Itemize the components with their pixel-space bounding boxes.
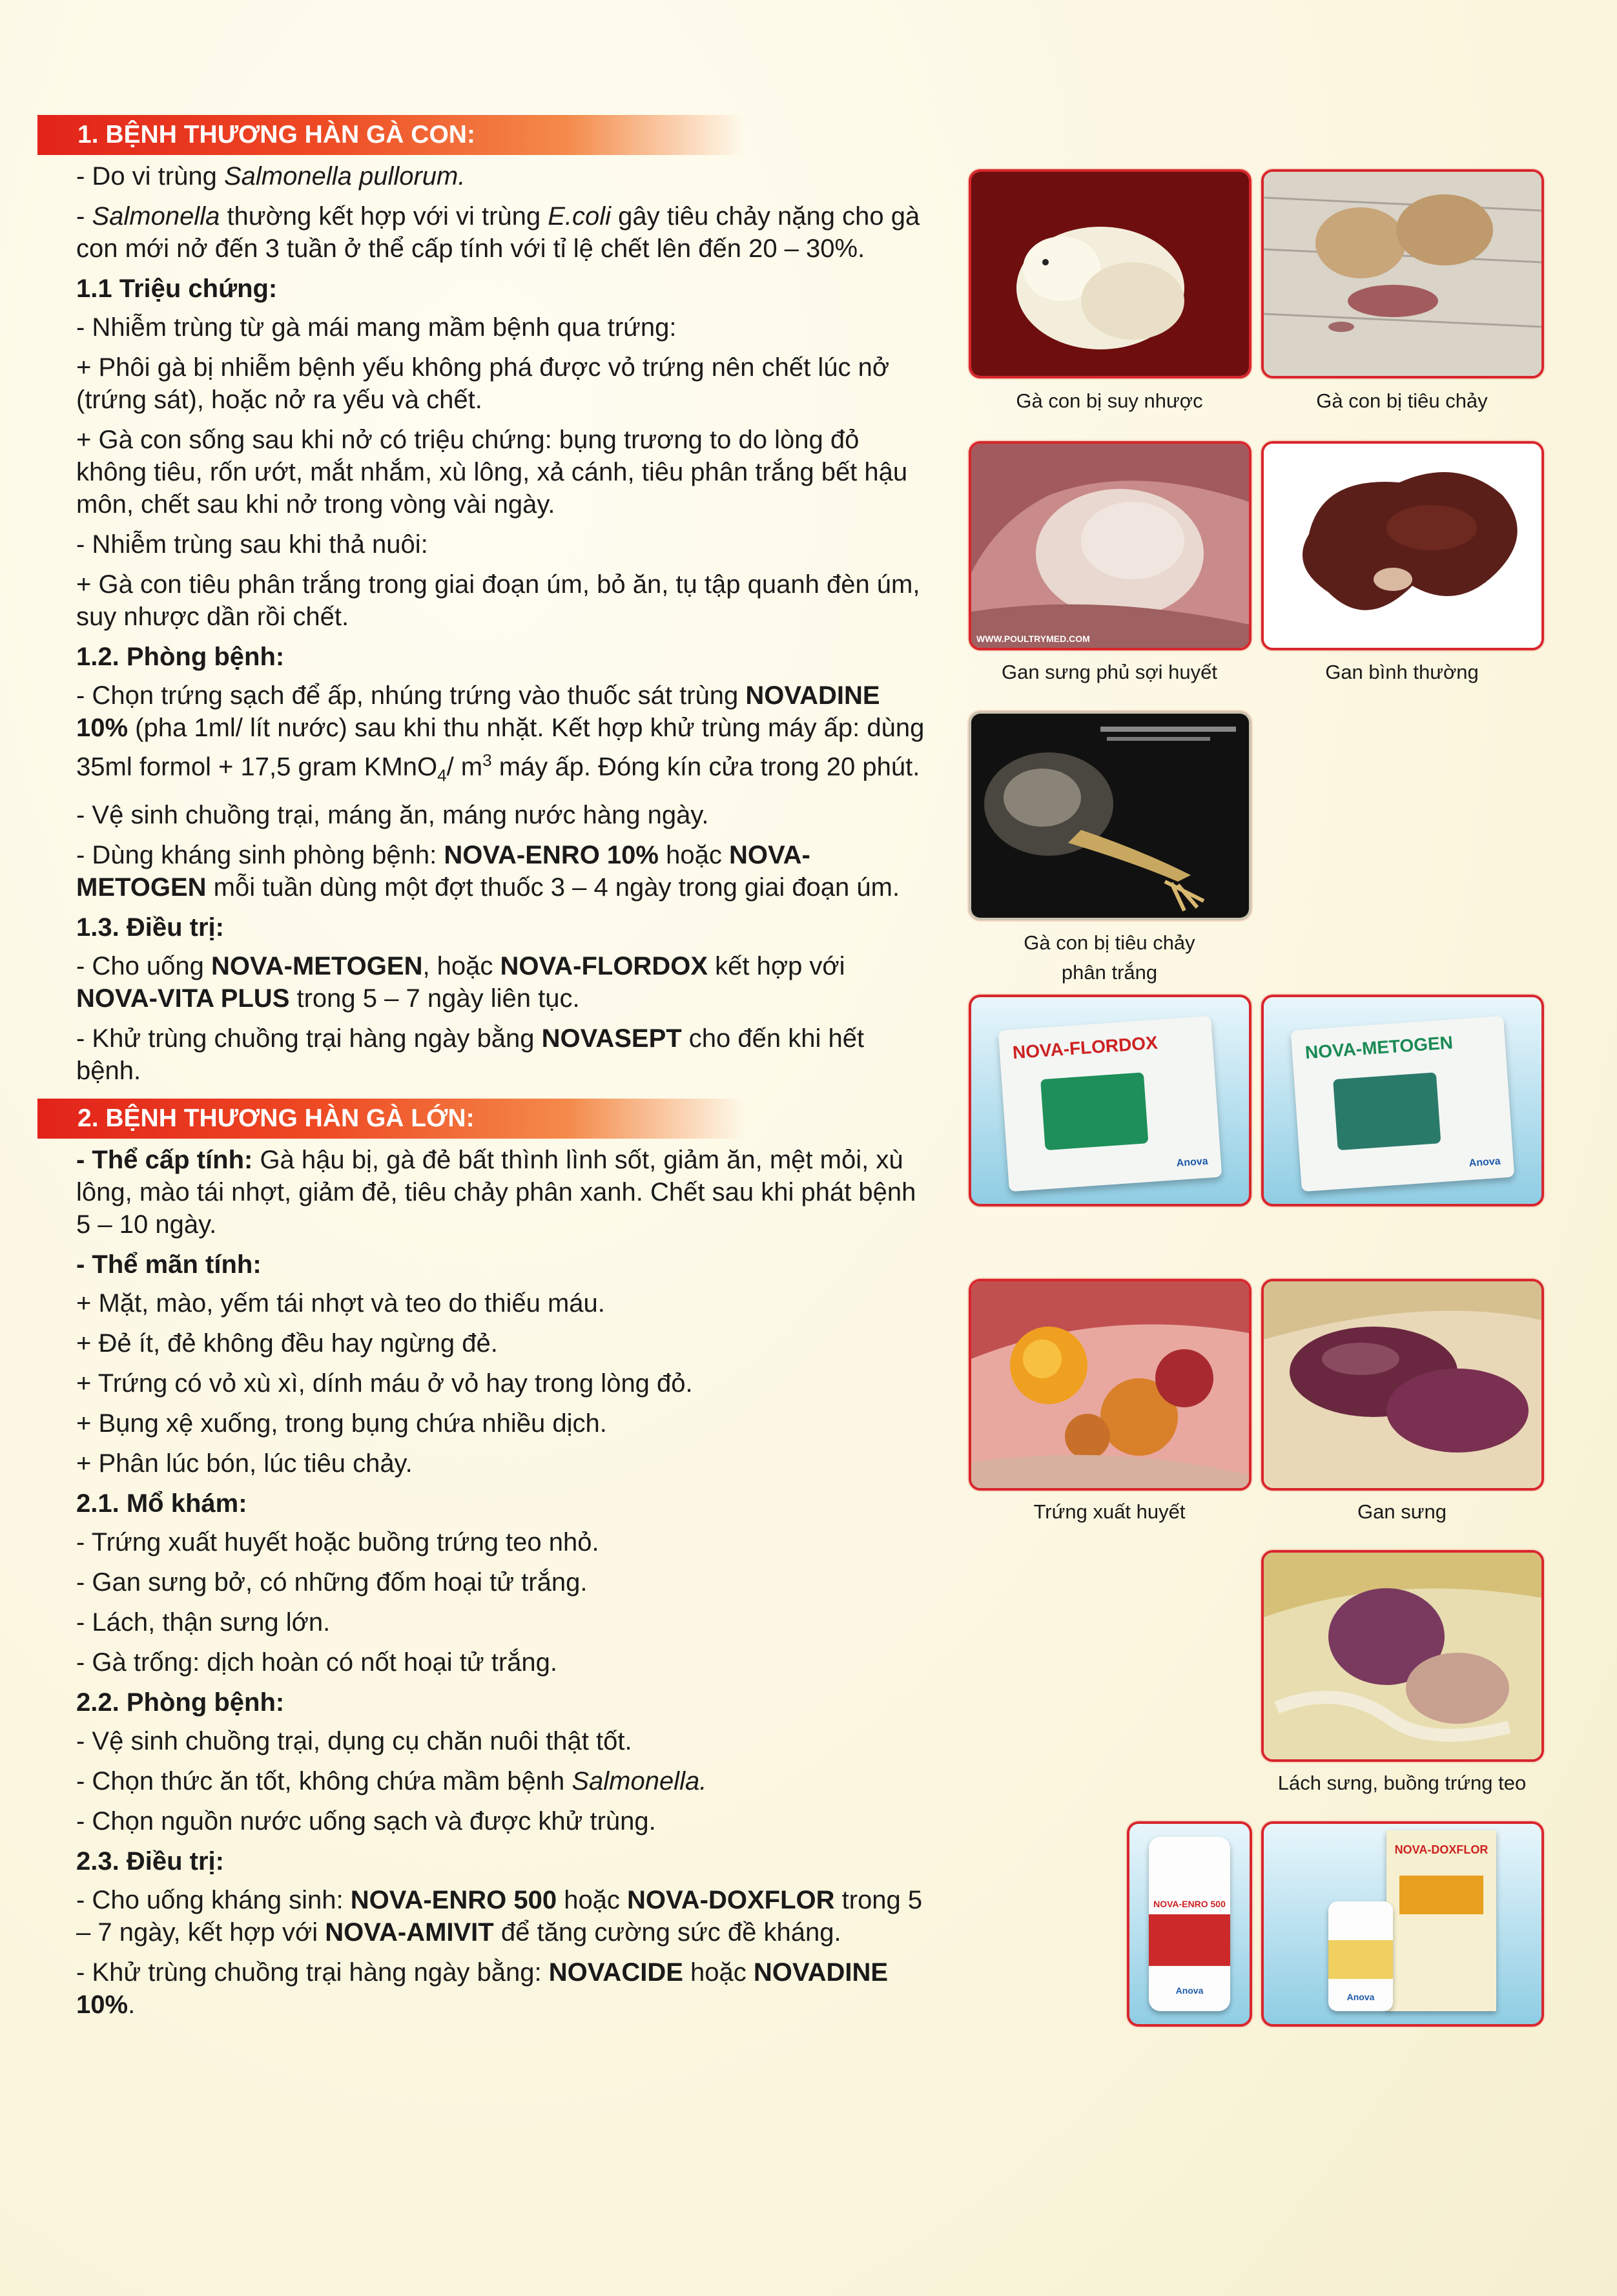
caption: Gà con bị suy nhược [1016, 389, 1203, 412]
caption: Lách sưng, buồng trứng teo [1277, 1772, 1527, 1794]
photo-weak-chick [969, 169, 1251, 378]
subheading-2-1: 2.1. Mổ khám: [76, 1489, 247, 1518]
paragraph: + Bụng xệ xuống, trong bụng chứa nhiều dịch. [76, 1409, 607, 1438]
photo-liver-fibrin [969, 441, 1251, 650]
product-box [1386, 1830, 1496, 2011]
product-label: NOVA-FLORDOX [1012, 1032, 1159, 1063]
caption: Gan sưng [1357, 1500, 1447, 1523]
box-panel [1399, 1876, 1483, 1914]
paragraph: - Khử trùng chuồng trại hàng ngày bằng: NOVACIDE hoặc NOVADINE 10%. [76, 1958, 889, 2020]
product-photo-metogen [1261, 995, 1544, 1206]
paragraph: - Gà trống: dịch hoàn có nốt hoại tử trắng. [76, 1648, 557, 1677]
caption: Trứng xuất huyết [1033, 1500, 1186, 1523]
product-package [998, 1016, 1222, 1192]
photo-swollen-spleen [1261, 1550, 1544, 1762]
watermark-text: WWW.POULTRYMED.COM [976, 634, 1090, 644]
paragraph: - Vệ sinh chuồng trại, dụng cụ chăn nuôi thật tốt. [76, 1727, 632, 1756]
product-photo-flordox [969, 995, 1251, 1206]
caption: Gan bình thường [1325, 661, 1479, 683]
package-panel [1040, 1072, 1148, 1150]
subheading-1-2: 1.2. Phòng bệnh: [76, 643, 285, 671]
paragraph: - Nhiễm trùng từ gà mái mang mầm bệnh qua trứng: [76, 313, 677, 342]
paragraph: + Gà con sống sau khi nở có triệu chứng: bụng trương to do lòng đỏ không tiêu, rốn ướt, mắt nhắm, xù lông, xả cánh, tiêu phân trắng bết hậu môn, chết sau khi nở trong vòng vài ngày. [76, 426, 908, 519]
paragraph: - Cho uống NOVA-METOGEN, hoặc NOVA-FLORDOX kết hợp với NOVA-VITA PLUS trong 5 – 7 ngày liên tục. [76, 952, 845, 1013]
paragraph: + Gà con tiêu phân trắng trong giai đoạn úm, bỏ ăn, tụ tập quanh đèn úm, suy nhược dần rồi chết. [76, 570, 920, 631]
caption: Gan sưng phủ sợi huyết [1001, 661, 1218, 683]
paragraph: - Vệ sinh chuồng trại, máng ăn, máng nước hàng ngày. [76, 801, 709, 830]
brand-label: Anova [1346, 1992, 1375, 2002]
product-label: NOVA-DOXFLOR [1394, 1843, 1488, 1856]
product-package [1291, 1016, 1515, 1192]
brand-label: Anova [1175, 1985, 1204, 1996]
caption: Gà con bị tiêu chảy phân trắng [1024, 931, 1195, 984]
paragraph: + Mặt, mào, yếm tái nhợt và teo do thiếu máu. [76, 1289, 605, 1318]
subheading-1-1: 1.1 Triệu chứng: [76, 274, 278, 303]
section-2-header: 2. BỆNH THƯƠNG HÀN GÀ LỚN: [37, 1099, 744, 1139]
paragraph: + Trứng có vỏ xù xì, dính máu ở vỏ hay trong lòng đỏ. [76, 1369, 693, 1398]
subheading-2-2: 2.2. Phòng bệnh: [76, 1688, 285, 1717]
product-label: NOVA-ENRO 500 [1153, 1899, 1226, 1909]
paragraph: + Phân lúc bón, lúc tiêu chảy. [76, 1449, 413, 1478]
brand-label: Anova [1176, 1155, 1209, 1170]
product-photo-doxflor [1261, 1821, 1544, 2027]
paragraph: - Salmonella thường kết hợp với vi trùng E.coli gây tiêu chảy nặng cho gà con mới nở đến 3 tuần ở thể cấp tính với tỉ lệ chết lên đến 20 – 30%. [76, 202, 920, 263]
paragraph: - Chọn nguồn nước uống sạch và được khử trùng. [76, 1807, 656, 1836]
photo-white-diarrhea-chick [969, 711, 1251, 920]
paragraph: - Dùng kháng sinh phòng bệnh: NOVA-ENRO 10% hoặc NOVA-METOGEN mỗi tuần dùng một đợt thuốc 3 – 4 ngày trong giai đoạn úm. [76, 841, 900, 902]
subheading-1-3: 1.3. Điều trị: [76, 913, 224, 942]
photo-swollen-liver [1261, 1279, 1544, 1491]
product-label: NOVA-METOGEN [1304, 1032, 1454, 1063]
paragraph: - Gan sưng bở, có những đốm hoại tử trắng. [76, 1568, 588, 1597]
product-photo-enro500 [1127, 1821, 1252, 2027]
photo-normal-liver [1261, 441, 1544, 650]
subheading-chronic: - Thể mãn tính: [76, 1250, 262, 1279]
paragraph: + Đẻ ít, đẻ không đều hay ngừng đẻ. [76, 1329, 498, 1358]
product-bottle [1149, 1837, 1230, 2011]
paragraph: - Chọn thức ăn tốt, không chứa mầm bệnh Salmonella. [76, 1767, 707, 1796]
caption: Gà con bị tiêu chảy [1316, 389, 1488, 412]
paragraph: - Trứng xuất huyết hoặc buồng trứng teo nhỏ. [76, 1528, 599, 1557]
paragraph: - Lách, thận sưng lớn. [76, 1608, 331, 1637]
section-1-header: 1. BỆNH THƯƠNG HÀN GÀ CON: [37, 115, 744, 155]
main-text-column [76, 115, 929, 2029]
paragraph: - Nhiễm trùng sau khi thả nuôi: [76, 530, 428, 559]
paragraph: - Chọn trứng sạch để ấp, nhúng trứng vào thuốc sát trùng NOVADINE 10% (pha 1ml/ lít nước) sau khi thu nhặt. Kết hợp khử trùng máy ấp: dùng 35ml formol + 17,5 gram KMnO$_4$/ $m^3$ máy ấp. Đóng kín cửa trong 20 phút. [76, 681, 925, 785]
product-bottle [1328, 1901, 1393, 2011]
brand-label: Anova [1468, 1155, 1501, 1170]
paragraph: - Khử trùng chuồng trại hàng ngày bằng NOVASEPT cho đến khi hết bệnh. [76, 1024, 865, 1086]
photo-diarrhea-chicks [1261, 169, 1544, 378]
package-panel [1333, 1072, 1441, 1150]
paragraph: + Phôi gà bị nhiễm bệnh yếu không phá được vỏ trứng nên chết lúc nở (trứng sát), hoặc nở ra yếu và chết. [76, 353, 890, 414]
paragraph: - Do vi trùng Salmonella pullorum. [76, 162, 466, 191]
paragraph: - Thể cấp tính: Gà hậu bị, gà đẻ bất thình lình sốt, giảm ăn, mệt mỏi, xù lông, mào tái nhợt, giảm đẻ, tiêu chảy phân xanh. Chết sau khi phát bệnh 5 – 10 ngày. [76, 1146, 916, 1239]
bottle-label [1149, 1914, 1230, 1966]
subheading-2-3: 2.3. Điều trị: [76, 1847, 224, 1876]
paragraph: - Cho uống kháng sinh: NOVA-ENRO 500 hoặc NOVA-DOXFLOR trong 5 – 7 ngày, kết hợp với NOVA-AMIVIT để tăng cường sức đề kháng. [76, 1886, 923, 1947]
photo-hemorrhagic-eggs [969, 1279, 1251, 1491]
bottle-label [1328, 1940, 1393, 1979]
